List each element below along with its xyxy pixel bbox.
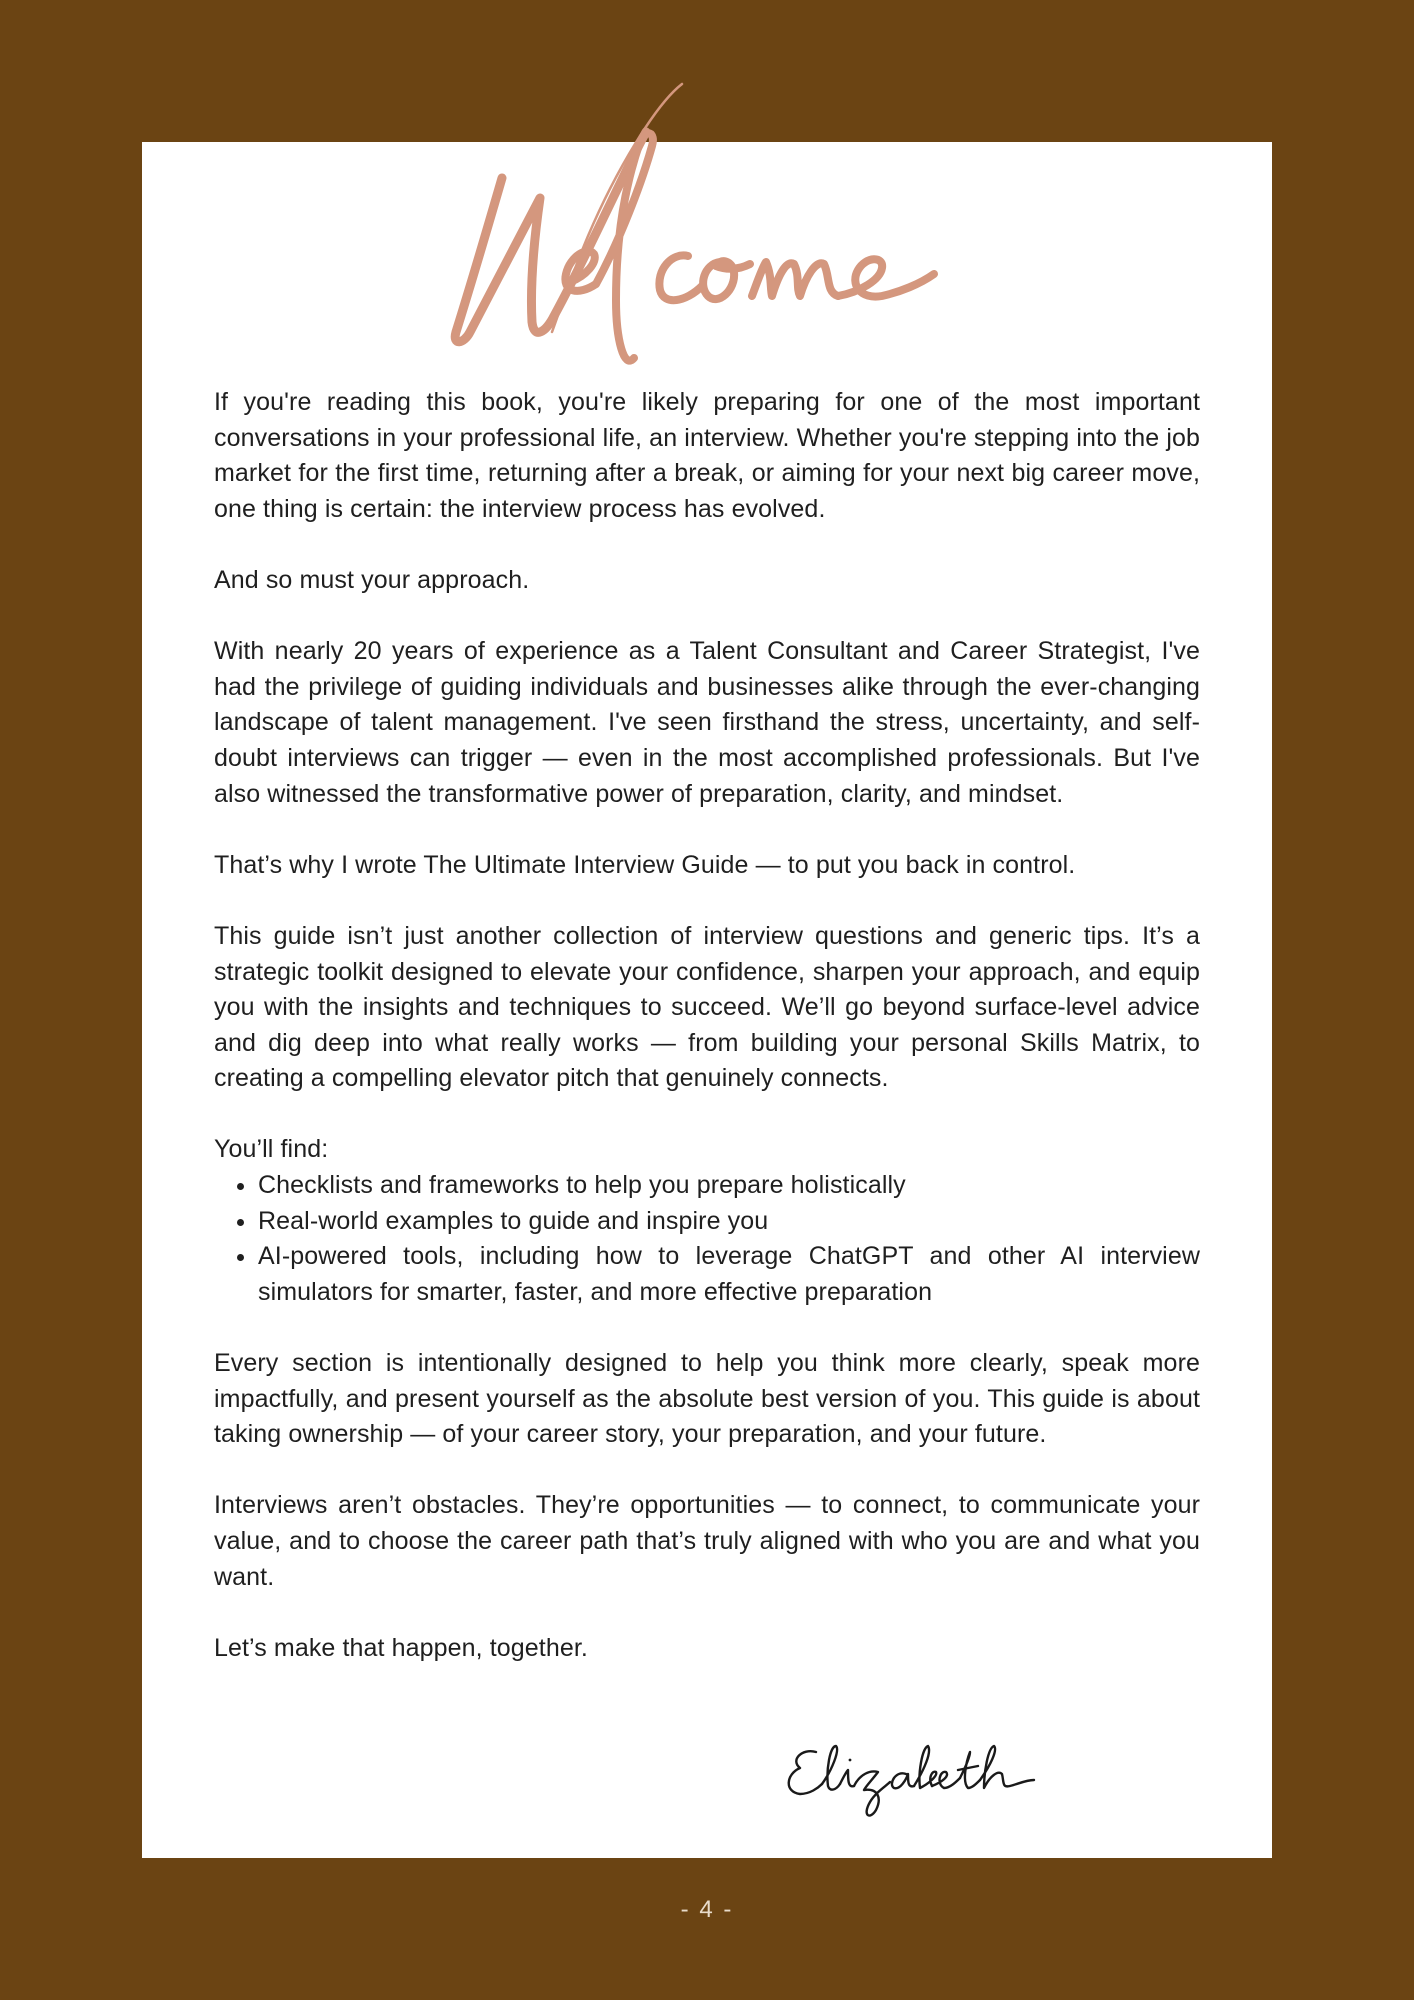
welcome-heading: [420, 70, 1020, 390]
paragraph-guide: This guide isn’t just another collection of interview questions and generic tips. It’s a strategic toolkit designed to elevate your confidence, sharpen your approach, and equip you with the insights and techniques to succeed. We’ll go beyond surface-level advice and dig deep into what really works — from building your personal Skills Matrix, to creating a compelling elevator pitch that genuinely connects.: [214, 921, 1200, 1093]
welcome-script-lettering: [420, 70, 1020, 390]
list-item: • Checklists and frameworks to help you prepare holistically: [258, 1168, 1200, 1204]
signature: [782, 1726, 1042, 1826]
list-item: • Real-world examples to guide and inspire you: [258, 1204, 1200, 1240]
bullet-list: [214, 1168, 1200, 1310]
list-item: • AI-powered tools, including how to leverage ChatGPT and other AI interview simulators for smarter, faster, and more effective preparation: [258, 1239, 1200, 1310]
signature-script: [782, 1726, 1042, 1826]
paragraph-youll-find: You’ll find:: [214, 1135, 329, 1164]
paragraph-lets-make: Let’s make that happen, together.: [214, 1633, 588, 1662]
paragraph-approach: And so must your approach.: [214, 565, 530, 594]
paragraph-why: That’s why I wrote The Ultimate Interview Guide — to put you back in control.: [214, 850, 1076, 879]
letter-body: [214, 385, 1200, 1702]
paragraph-every-section: Every section is intentionally designed to help you think more clearly, speak more impactfully, and present yourself as the absolute best version of you. This guide is about taking ownership — of your career story, your preparation, and your future.: [214, 1349, 1200, 1449]
page-number: - 4 -: [680, 1896, 734, 1923]
paragraph-interviews: Interviews aren’t obstacles. They’re opportunities — to connect, to communicate your value, and to choose the career path that’s truly aligned with who you are and what you want.: [214, 1491, 1200, 1591]
paragraph-experience: With nearly 20 years of experience as a Talent Consultant and Career Strategist, I've had the privilege of guiding individuals and businesses alike through the ever-changing landscape of talent management. I've seen firsthand the stress, uncertainty, and self-doubt interviews can trigger — even in the most accomplished professionals. But I've also witnessed the transformative power of preparation, clarity, and mindset.: [214, 637, 1200, 808]
paragraph-intro: If you're reading this book, you're likely preparing for one of the most important conversations in your professional life, an interview. Whether you're stepping into the job market for the first time, returning after a break, or aiming for your next big career move, one thing is certain: the interview process has evolved.: [214, 388, 1200, 523]
